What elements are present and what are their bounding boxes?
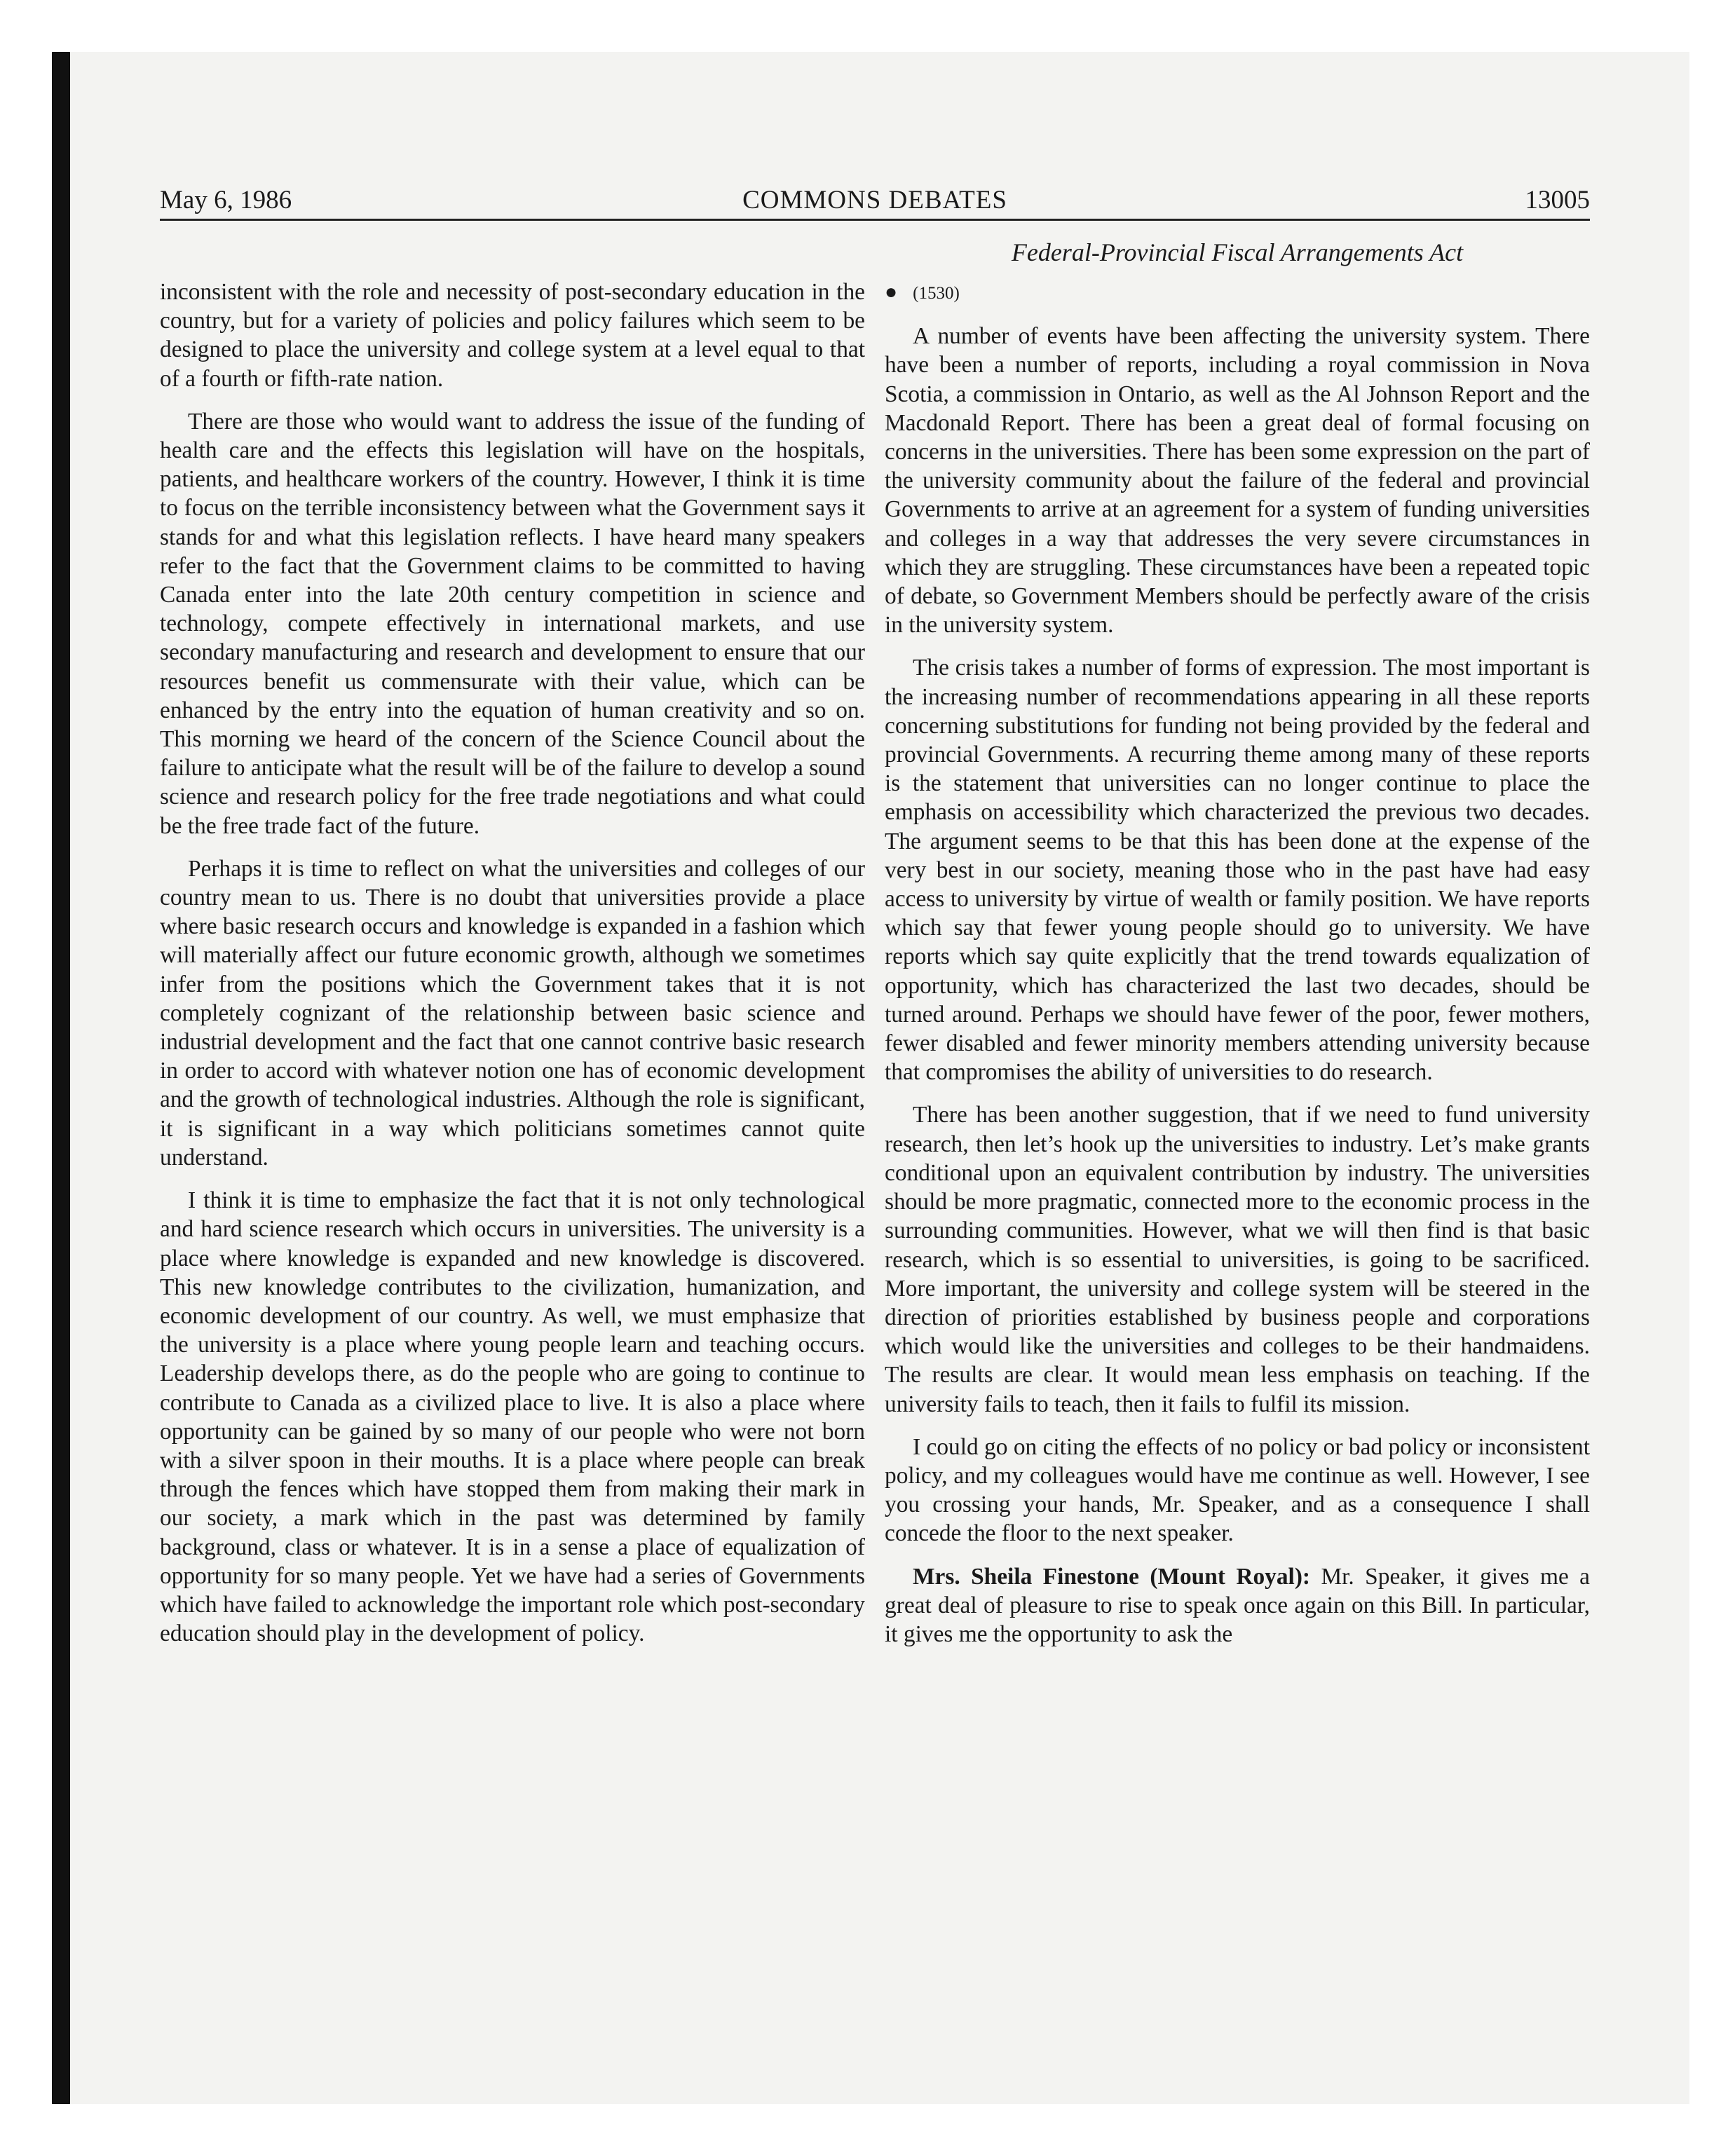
running-title: Federal-Provincial Fiscal Arrangements Act [1011,238,1464,266]
right-column [885,278,1590,1663]
left-column [160,278,865,1662]
speaker-text: Mr. Speaker, it gives me a great deal of pleasure to rise to speak once again on this Bill. In particular, it gives me the opportunity to ask the [885,1563,1590,1647]
right-paragraph-2: The crisis takes a number of forms of expression. The most important is the increasing number of recommendations appearing in all these reports concerning substitutions for funding not being provided by the federal and provincial Governments. A recurring theme among many of these reports is the statement that universities can no longer continue to place the emphasis on accessibility which characterized the previous two decades. The argument seems to be that this has been done at the expense of the very best in our society, meaning those who in the past have had easy access to university by virtue of wealth or family position. We have reports which say that fewer young people should go to university. We have reports which say quite explicitly that the trend towards equalization of opportunity, which has characterized the last two decades, should be turned around. Perhaps we should have fewer of the poor, fewer mothers, fewer disabled and fewer minority members attending university because that compromises the ability of universities to do research. [885,655,1590,1086]
left-paragraph-3: Perhaps it is time to reflect on what the universities and colleges of our country mean to us. There is no doubt that universities provide a place where basic research occurs and knowledge is expanded in a fashion which will materially affect our future economic growth, although we sometimes infer from the positions which the Government takes that it is not completely cognizant of the relationship between basic science and industrial development and the fact that one cannot contrive basic research in order to accord with whatever notion one has of economic development and the growth of technological industries. Although the role is significant, it is significant in a way which politicians sometimes cannot quite understand. [160,855,865,1171]
left-paragraph-4: I think it is time to emphasize the fact that it is not only technological and hard science research which occurs in universities. The university is a place where knowledge is expanded and new knowledge is discovered. This new knowledge contributes to the civilization, humanization, and economic development of our country. As well, we must emphasize that the university is a place where young people learn and teaching occurs. Leadership develops there, as do the people who are going to continue to contribute to Canada as a civilized place to live. It is also a place where opportunity can be gained by so many of our people who were not born with a silver spoon in their mouths. It is a place where people can break through the fences which have stopped them from making their mark in our society, a mark which in the past was determined by family background, class or whatever. It is in a sense a place of equalization of opportunity for so many people. Yet we have had a series of Governments which have failed to acknowledge the important role which post-secondary education should play in the development of policy. [160,1187,865,1647]
bullet-icon: ● [885,280,898,303]
left-paragraph-1: inconsistent with the role and necessity of post-secondary education in the country, but for a variety of policies and policy failures which seem to be designed to place the university and college system at a level equal to that of a fourth or fifth-rate nation. [160,279,865,392]
right-paragraph-1: A number of events have been affecting the university system. There have been a number of reports, including a royal commission in Nova Scotia, a commission in Ontario, as well as the Al Johnson Report and the Macdonald Report. There has been a great deal of formal focusing on concerns in the universities. There has been some expression on the part of the university community about the failure of the federal and provincial Governments to arrive at an agreement for a system of funding universities and colleges in a way that addresses the very severe circumstances in which they are struggling. These circumstances have been a repeated topic of debate, so Government Members should be perfectly aware of the crisis in the university system. [885,323,1590,639]
time-marker-text: (1530) [913,284,960,303]
header-page-number: 13005 [1525,186,1590,214]
header-rule [160,219,1590,221]
time-marker [885,278,1590,308]
speaker-name: Mrs. Sheila Finestone (Mount Royal): [913,1563,1311,1590]
right-paragraph-5 [885,1562,1590,1649]
header-title: COMMONS DEBATES [742,186,1007,214]
right-paragraph-3: There has been another suggestion, that if we need to fund university research, then let’s hook up the universities to industry. Let’s make grants conditional upon an equivalent contribution by industry. The universities should be more pragmatic, connected more to the economic process in the surrounding communities. However, what we will then find is that basic research, which is so essential to universities, is going to be sacrificed. More important, the university and college system will be steered in the direction of priorities established by business people and corporations which would like the universities and colleges to be their handmaidens. The results are clear. It would mean less emphasis on teaching. If the university fails to teach, then it fails to fulfil its mission. [885,1102,1590,1417]
right-paragraph-4: I could go on citing the effects of no policy or bad policy or inconsistent policy, and my colleagues would have me continue as well. However, I see you crossing your hands, Mr. Speaker, and as a consequence I shall concede the floor to the next speaker. [885,1433,1590,1547]
page-header [160,184,1590,217]
scan-edge-shadow [52,52,70,2104]
left-paragraph-2: There are those who would want to address the issue of the funding of health care and the effects this legislation will have on the hospitals, patients, and healthcare workers of the country. However, I think it is time to focus on the terrible inconsistency between what the Government says it stands for and what this legislation reflects. I have heard many speakers refer to the fact that the Government claims to be committed to having Canada enter into the late 20th century competition in science and technology, compete effectively in international markets, and use secondary manufacturing and research and development to ensure that our resources benefit us commensurate with their value, which can be enhanced by the entry into the equation of human creativity and so on. This morning we heard of the concern of the Science Council about the failure to anticipate what the result will be of the failure to develop a sound science and research policy for the free trade negotiations and what could be the free trade fact of the future. [160,408,865,839]
header-date: May 6, 1986 [160,186,292,214]
